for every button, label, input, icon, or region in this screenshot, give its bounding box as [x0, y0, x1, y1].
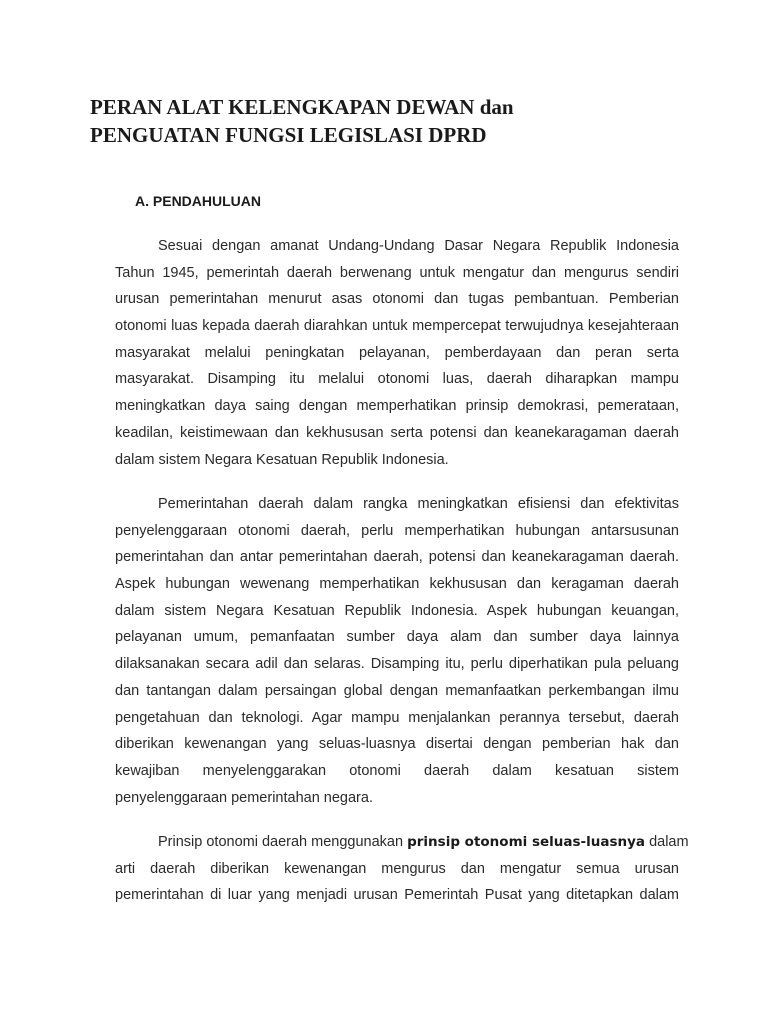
paragraph-line: Aspek hubungan wewenang memperhatikan kekhususan dan keragaman daerah	[115, 576, 679, 593]
paragraph-line: dalam sistem Negara Kesatuan Republik Indonesia. Aspek hubungan keuangan,	[115, 602, 679, 619]
paragraph-line	[115, 829, 689, 856]
paragraph-line: arti daerah diberikan kewenangan mengurus dan mengatur semua urusan	[115, 860, 679, 877]
paragraph-line: penyelenggaraan otonomi daerah, perlu memperhatikan hubungan antarsusunan	[115, 522, 679, 539]
paragraph-line: diberikan kewenangan yang seluas-luasnya disertai dengan pemberian hak dan	[115, 736, 679, 753]
paragraph-line: pelayanan umum, pemanfaatan sumber daya alam dan sumber daya lainnya	[115, 629, 679, 646]
paragraph-line: dilaksanakan secara adil dan selaras. Disamping itu, perlu diperhatikan pula peluang	[115, 656, 679, 673]
paragraph-text: Prinsip otonomi daerah menggunakan	[158, 834, 404, 850]
paragraph-line: keadilan, keistimewaan dan kekhususan serta potensi dan keanekaragaman daerah	[115, 424, 679, 441]
paragraph-1	[115, 233, 679, 473]
paragraph-line: otonomi luas kepada daerah diarahkan untuk mempercepat terwujudnya kesejahteraan	[115, 318, 679, 335]
paragraph-line: pengetahuan dan teknologi. Agar mampu menjalankan perannya tersebut, daerah	[115, 709, 679, 726]
emphasis-text: prinsip otonomi seluas-luasnya	[407, 834, 646, 850]
section-heading: A. PENDAHULUAN	[135, 193, 261, 209]
paragraph-line: masyarakat. Disamping itu melalui otonomi luas, daerah diharapkan mampu	[115, 371, 679, 388]
paragraph-line: kewajiban menyelenggarakan otonomi daerah dalam kesatuan sistem	[115, 762, 679, 779]
paragraph-line: urusan pemerintahan menurut asas otonomi dan tugas pembantuan. Pemberian	[115, 291, 679, 308]
paragraph-line: pemerintahan dan antar pemerintahan daerah, potensi dan keanekaragaman daerah.	[115, 549, 679, 566]
paragraph-line: Pemerintahan daerah dalam rangka meningkatkan efisiensi dan efektivitas	[158, 496, 679, 512]
paragraph-line: dan tantangan dalam persaingan global dengan memanfaatkan perkembangan ilmu	[115, 682, 679, 699]
document-title-line-1: PERAN ALAT KELENGKAPAN DEWAN dan	[90, 95, 514, 119]
paragraph-line: pemerintahan di luar yang menjadi urusan Pemerintah Pusat yang ditetapkan dalam	[115, 887, 679, 904]
paragraph-3	[115, 829, 689, 909]
document-title	[90, 93, 690, 149]
paragraph-text: dalam	[649, 834, 689, 850]
paragraph-line: dalam sistem Negara Kesatuan Republik Indonesia.	[115, 451, 449, 468]
paragraph-line: Tahun 1945, pemerintah daerah berwenang untuk mengatur dan mengurus sendiri	[115, 264, 679, 281]
paragraph-line: meningkatkan daya saing dengan memperhatikan prinsip demokrasi, pemerataan,	[115, 398, 679, 415]
paragraph-line: Sesuai dengan amanat Undang-Undang Dasar Negara Republik Indonesia	[158, 238, 679, 254]
paragraph-2	[115, 491, 679, 811]
paragraph-line: masyarakat melalui peningkatan pelayanan, pemberdayaan dan peran serta	[115, 344, 679, 361]
paragraph-line: penyelenggaraan pemerintahan negara.	[115, 789, 373, 806]
document-title-line-2: PENGUATAN FUNGSI LEGISLASI DPRD	[90, 123, 487, 147]
